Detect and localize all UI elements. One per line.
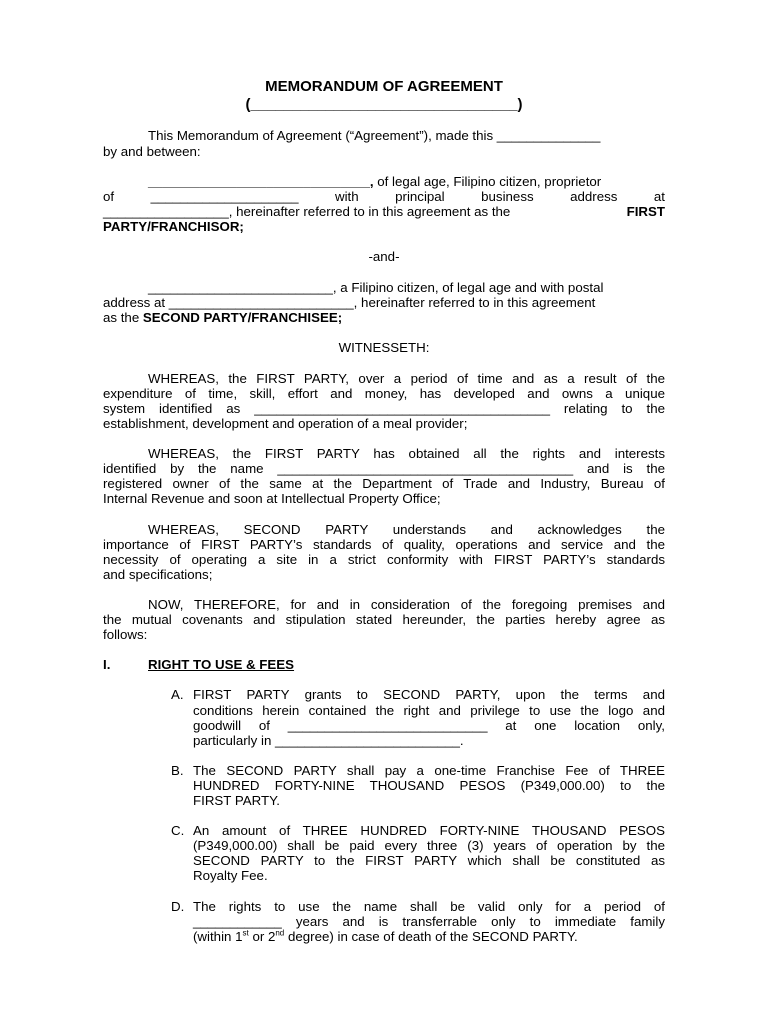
item-c-line: Royalty Fee.: [193, 868, 268, 883]
item-a-line: FIRST PARTY grants to SECOND PARTY, upon the terms and: [193, 687, 665, 702]
whereas3-line: and specifications;: [103, 567, 213, 582]
party2-line-3: as the SECOND PARTY/FRANCHISEE;: [103, 310, 343, 325]
item-c-line: An amount of THREE HUNDRED FORTY-NINE THOUSAND PESOS: [193, 823, 665, 838]
whereas3-line: importance of FIRST PARTY’s standards of quality, operations and service and the: [103, 537, 665, 552]
section-number: I.: [103, 657, 111, 672]
party2-name-blank: _________________________: [148, 280, 333, 295]
item-a-line: goodwill of ___________________________ at one location only,: [193, 718, 665, 733]
now-therefore-line: NOW, THEREFORE, for and in consideration of the foregoing premises and: [148, 597, 665, 612]
now-therefore-line: the mutual covenants and stipulation stated hereunder, the parties hereby agree as: [103, 612, 665, 627]
item-c-label: C.: [171, 823, 185, 838]
whereas2-line: registered owner of the same at the Department of Trade and Industry, Bureau of: [103, 476, 665, 491]
and-separator: -and-: [368, 249, 400, 264]
intro-line-1: This Memorandum of Agreement (“Agreement”), made this ______________: [148, 128, 601, 143]
item-c-line: (P349,000.00) shall be paid every three (3) years of operation by the: [193, 838, 665, 853]
item-d-label: D.: [171, 899, 185, 914]
item-b-line: The SECOND PARTY shall pay a one-time Franchise Fee of THREE: [193, 763, 665, 778]
item-a-label: A.: [171, 687, 184, 702]
whereas2-line: identified by the name ________________________________________ and is the: [103, 461, 665, 476]
whereas1-line: establishment, development and operation of a meal provider;: [103, 416, 468, 431]
party1-designation: PARTY/FRANCHISOR;: [103, 219, 244, 234]
party1-line-3: _________________, hereinafter referred to in this agreement as the FIRST: [103, 204, 665, 219]
item-d-line: (within 1st or 2nd degree) in case of death of the SECOND PARTY.: [193, 928, 578, 944]
document-title: MEMORANDUM OF AGREEMENT: [265, 78, 503, 95]
item-b-label: B.: [171, 763, 184, 778]
item-a-line: particularly in _________________________.: [193, 733, 464, 748]
party1-line-2: of ____________________ with principal business address at: [103, 189, 665, 204]
item-b-line: HUNDRED FORTY-NINE THOUSAND PESOS (P349,000.00) to the: [193, 778, 665, 793]
intro-line-2: by and between:: [103, 144, 201, 159]
whereas1-line: expenditure of time, skill, effort and money, has developed and owns a unique: [103, 386, 665, 401]
party1-line-1: ______________________________, of legal age, Filipino citizen, proprietor: [148, 174, 602, 189]
item-b-line: FIRST PARTY.: [193, 793, 280, 808]
whereas3-line: WHEREAS, SECOND PARTY understands and acknowledges the: [148, 522, 665, 537]
section-title: RIGHT TO USE & FEES: [148, 657, 295, 672]
document-subtitle-blank: (________________________________): [245, 96, 523, 113]
whereas3-line: necessity of operating a site in a strict conformity with FIRST PARTY’s standards: [103, 552, 665, 567]
party1-name-blank: ______________________________,: [148, 174, 374, 189]
now-therefore-line: follows:: [103, 627, 148, 642]
whereas2-line: Internal Revenue and soon at Intellectual Property Office;: [103, 491, 441, 506]
item-d-line: The rights to use the name shall be valid only for a period of: [193, 899, 665, 914]
item-c-line: SECOND PARTY to the FIRST PARTY which shall be constituted as: [193, 853, 665, 868]
whereas2-line: WHEREAS, the FIRST PARTY has obtained all the rights and interests: [148, 446, 665, 461]
whereas1-line: WHEREAS, the FIRST PARTY, over a period of time and as a result of the: [148, 371, 665, 386]
witnesseth-heading: WITNESSETH:: [338, 340, 430, 355]
whereas1-line: system identified as ________________________________________ relating to the: [103, 401, 665, 416]
item-a-line: conditions herein contained the right and privilege to use the logo and: [193, 703, 665, 718]
item-d-line: ____________ years and is transferrable only to immediate family: [193, 914, 665, 929]
party2-line-1: _________________________, a Filipino citizen, of legal age and with postal: [148, 280, 604, 295]
party2-line-2: address at _________________________, hereinafter referred to in this agreement: [103, 295, 596, 310]
